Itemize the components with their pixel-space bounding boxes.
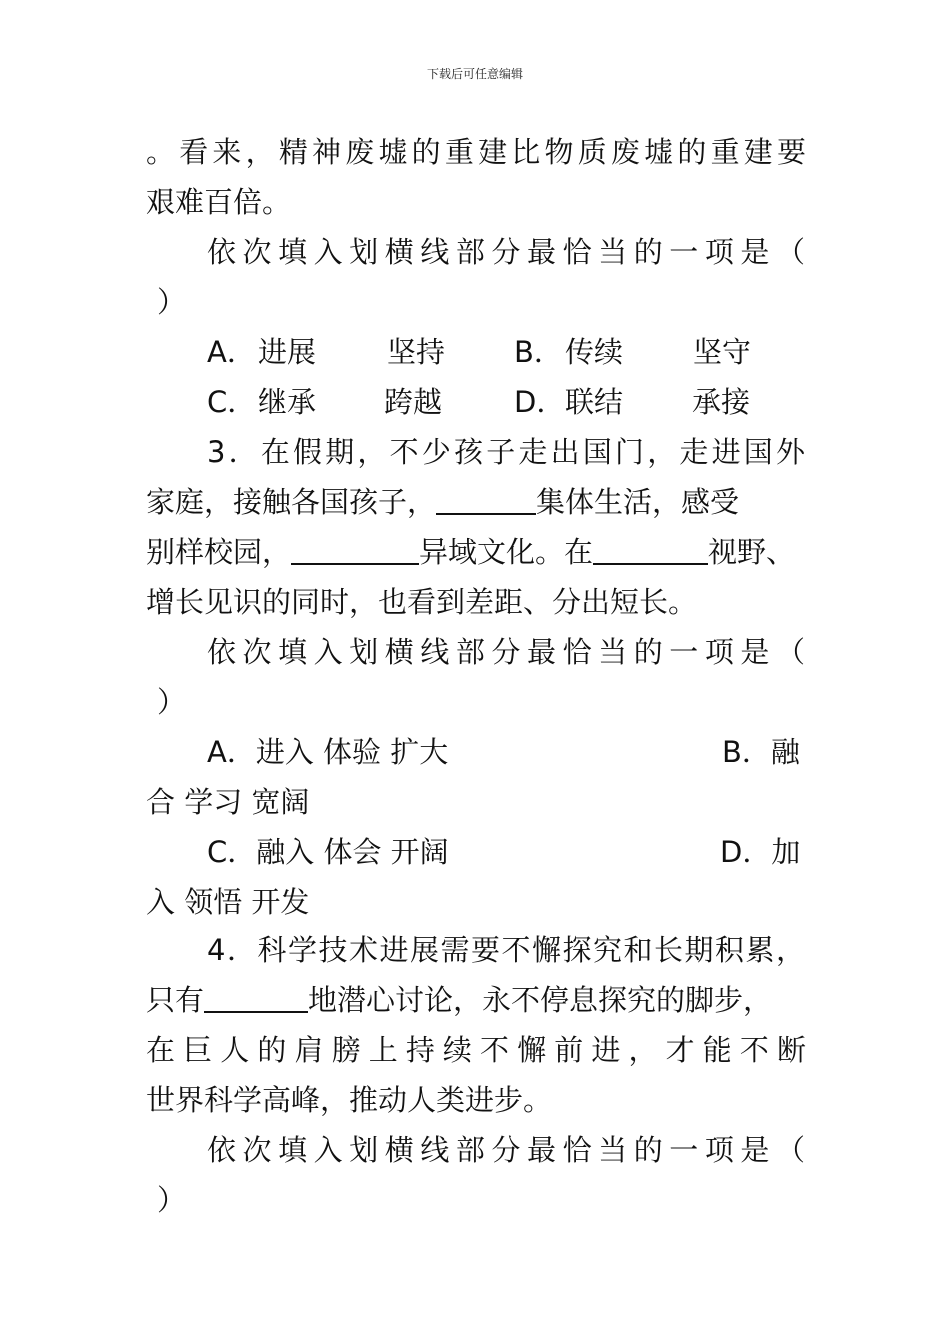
question-4-line xyxy=(146,975,772,1025)
question-4-text: 只有 xyxy=(146,983,205,1017)
question-4-line: 世界科学高峰，推动人类进步。 xyxy=(146,1083,553,1117)
question-3-text: 别样校园， xyxy=(146,535,292,569)
option-c-word2: 跨越 xyxy=(384,385,443,419)
option-b-word2: 坚守 xyxy=(693,335,752,369)
question-3-line xyxy=(146,477,739,527)
option-d-letter: D． xyxy=(514,385,566,419)
question-3-line xyxy=(146,527,795,577)
question-prompt-close: ） xyxy=(157,285,187,319)
question-4-text: 地潜心讨论，永不停息探究的脚步， xyxy=(308,983,773,1017)
question-prompt: 依次填入划横线部分最恰当的一项是（ xyxy=(207,235,805,269)
fill-blank xyxy=(291,533,419,565)
option-b-letter: B． xyxy=(514,335,563,369)
option-b-tail: 合 学习 宽阔 xyxy=(146,785,310,819)
option-b-word1: 传续 xyxy=(565,335,624,369)
question-prompt-close: ） xyxy=(157,1183,187,1217)
question-3-line: 3．在假期，不少孩子走出国门，走进国外 xyxy=(207,435,805,469)
question-3-line: 增长见识的同时，也看到差距、分出短长。 xyxy=(146,585,698,619)
option-c-word1: 继承 xyxy=(258,385,317,419)
question-3-text: 视野、 xyxy=(708,535,796,569)
question-4-line: 4．科学技术进展需要不懈探究和长期积累， xyxy=(207,933,805,967)
option-d-word1: 联结 xyxy=(565,385,624,419)
question-3-text: 家庭，接触各国孩子， xyxy=(146,485,437,519)
passage-line: 。看来，精神废墟的重建比物质废墟的重建要 xyxy=(146,135,806,169)
question-prompt: 依次填入划横线部分最恰当的一项是（ xyxy=(207,635,805,669)
question-3-text: 异域文化。在 xyxy=(419,535,594,569)
option-a-word2: 坚持 xyxy=(387,335,446,369)
page-header: 下载后可任意编辑 xyxy=(426,67,523,81)
question-3-text: 集体生活，感受 xyxy=(536,485,740,519)
option-a: A．进入 体验 扩大 xyxy=(207,735,449,769)
option-a-word1: 进展 xyxy=(258,335,317,369)
fill-blank xyxy=(436,483,536,515)
option-a-letter: A． xyxy=(207,335,256,369)
option-d-word2: 承接 xyxy=(692,385,751,419)
passage-line: 艰难百倍。 xyxy=(146,185,292,219)
fill-blank xyxy=(204,981,308,1013)
option-c: C．融入 体会 开阔 xyxy=(207,835,449,869)
option-c-letter: C． xyxy=(207,385,257,419)
question-prompt: 依次填入划横线部分最恰当的一项是（ xyxy=(207,1133,805,1167)
option-b-head: B．融 xyxy=(722,735,800,769)
option-d-head: D．加 xyxy=(720,835,801,869)
option-d-tail: 入 领悟 开发 xyxy=(146,885,310,919)
fill-blank xyxy=(593,533,708,565)
question-prompt-close: ） xyxy=(157,685,187,719)
question-4-line: 在巨人的肩膀上持续不懈前进，才能不断 xyxy=(146,1033,806,1067)
